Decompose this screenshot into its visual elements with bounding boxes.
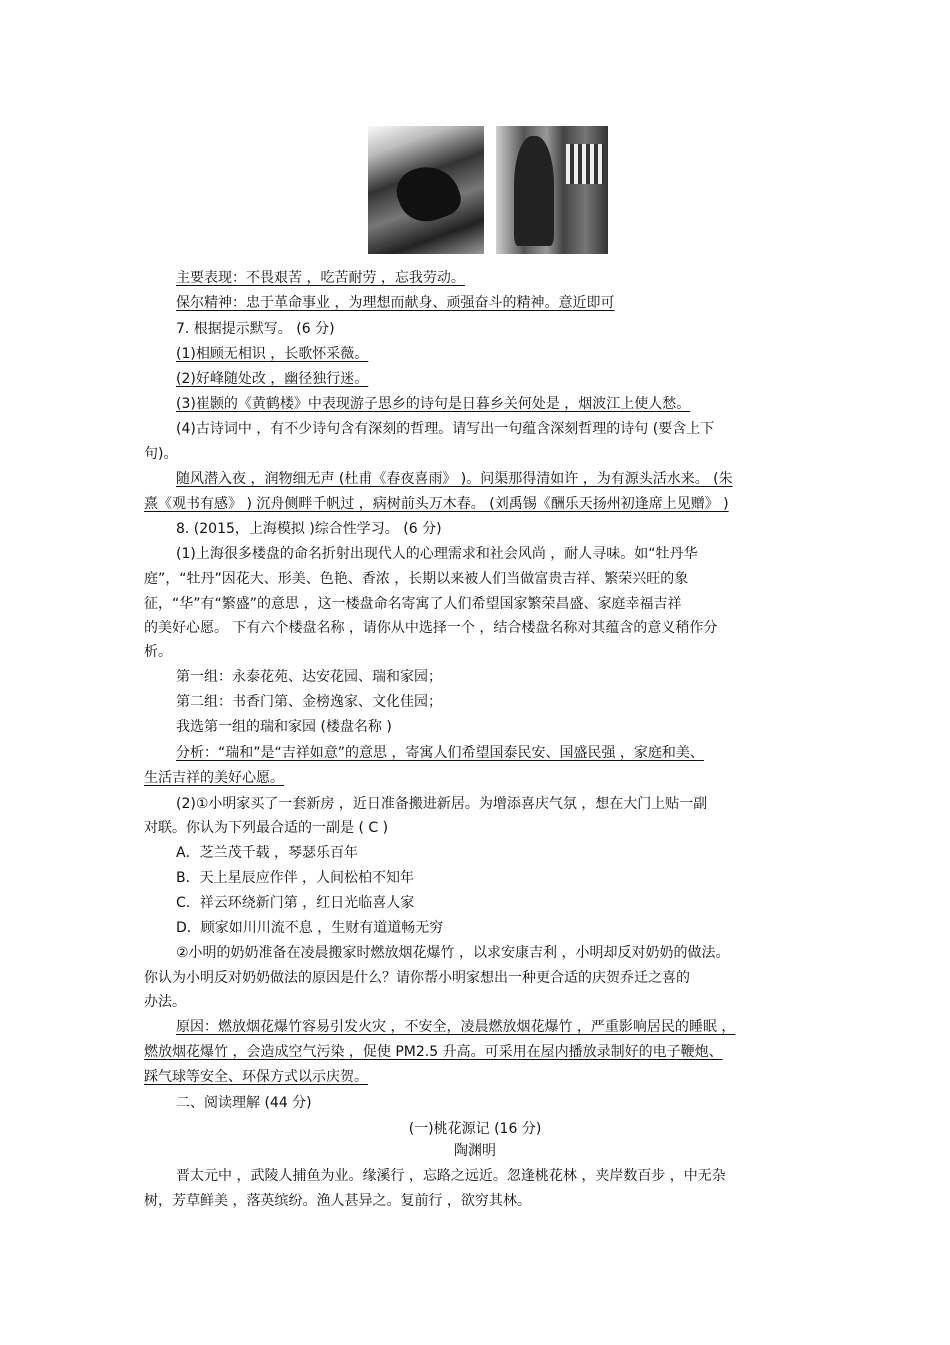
question-heading: 8. (2015，上海模拟 )综合性学习。 (6 分) <box>176 521 442 537</box>
text-line: 的美好心愿。 下有六个楼盘名称 ，请你从中选择一个 ，结合楼盘名称对其蕴含的意义稍作分 <box>144 620 718 636</box>
text-line: 燃放烟花爆竹 ，会造成空气污染 ，促使 PM2.5 升高。可采用在屋内播放录制好的电子鞭炮、 <box>144 1044 723 1060</box>
text-line: (2)好峰随处改 ，幽径独行迷。 <box>176 371 369 387</box>
text-line: 踩气球等安全、环保方式以示庆贺。 <box>144 1069 368 1085</box>
text-line: 分析：“瑞和”是“吉祥如意”的意思 ，寄寓人们希望国泰民安、国盛民强 ，家庭和美、 <box>176 745 704 761</box>
text-line: 对联。你认为下列最合适的一副是 ( C ) <box>144 820 389 836</box>
question-heading: 7. 根据提示默写。 (6 分) <box>176 321 335 337</box>
text-line: 保尔精神：忠于革命事业 ，为理想而献身、顽强奋斗的精神。意近即可 <box>176 295 615 311</box>
text-line: 你认为小明反对奶奶做法的原因是什么？请你帮小明家想出一种更合适的庆贺乔迁之喜的 <box>144 970 690 986</box>
illustration-left <box>368 126 484 254</box>
text-line: 主要表现：不畏艰苦 ，吃苦耐劳 ，忘我劳动。 <box>176 270 465 286</box>
passage-title: (一)桃花源记 (16 分) <box>408 1121 542 1137</box>
text-line: 原因：燃放烟花爆竹容易引发火灾 ，不安全，凌晨燃放烟花爆竹 ，严重影响居民的睡眠 ， <box>176 1019 736 1035</box>
passage-author: 陶渊明 <box>454 1143 496 1159</box>
option-b: B．天上星辰应作伴 ，人间松柏不知年 <box>176 870 415 886</box>
text-line: 随风潜入夜 ，润物细无声 (杜甫《春夜喜雨》 )。问渠那得清如许 ，为有源头活水来。 (朱 <box>176 471 733 487</box>
illustration-right <box>496 126 608 254</box>
option-c: C．祥云环绕新门第 ，红日光临喜人家 <box>176 895 415 911</box>
passage-text: 晋太元中 ，武陵人捕鱼为业。缘溪行 ，忘路之远近。忽逢桃花林 ，夹岸数百步 ，中无杂 <box>176 1168 726 1184</box>
text-line: 办法。 <box>144 994 186 1010</box>
text-line: 第一组：永泰花苑、达安花园、瑞和家园； <box>176 669 442 685</box>
text-line: (4)古诗词中 ，有不少诗句含有深刻的哲理。请写出一句蕴含深刻哲理的诗句 (要含上下 <box>176 421 715 437</box>
text-line: 征，“华”有“繁盛”的意思 ，这一楼盘命名寄寓了人们希望国家繁荣昌盛、家庭幸福吉祥 <box>144 596 682 612</box>
text-line: ②小明的奶奶准备在凌晨搬家时燃放烟花爆竹 ，以求安康吉利 ，小明却反对奶奶的做法。 <box>176 945 730 961</box>
text-line: 生活吉祥的美好心愿。 <box>144 770 284 786</box>
text-line: (1)相顾无相识 ，长歌怀采薇。 <box>176 346 369 362</box>
section-heading: 二、阅读理解 (44 分) <box>176 1095 312 1111</box>
text-line: (2)①小明家买了一套新房 ，近日准备搬进新居。为增添喜庆气氛 ，想在大门上贴一副 <box>176 796 708 812</box>
option-d: D．顾家如川川流不息 ，生财有道道畅无穷 <box>176 920 444 936</box>
text-line: (3)崔颢的《黄鹤楼》中表现游子思乡的诗句是日暮乡关何处是 ，烟波江上使人愁。 <box>176 396 691 412</box>
text-line: 第二组：书香门第、金榜逸家、文化佳园； <box>176 694 442 710</box>
text-line: (1)上海很多楼盘的命名折射出现代人的心理需求和社会风尚 ，耐人寻味。如“牡丹华 <box>176 546 698 562</box>
passage-text: 树，芳草鲜美 ，落英缤纷。渔人甚异之。复前行 ，欲穷其林。 <box>144 1193 531 1209</box>
text-line: 析。 <box>144 644 172 660</box>
text-line: 我选第一组的瑞和家园 (楼盘名称 ) <box>176 719 392 735</box>
text-line: 句)。 <box>144 446 178 462</box>
text-line: 庭”，“牡丹”因花大、形美、色艳、香浓 ，长期以来被人们当做富贵吉祥、繁荣兴旺的象 <box>144 571 689 587</box>
option-a: A．芝兰茂千载 ，琴瑟乐百年 <box>176 845 359 861</box>
illustrations <box>368 126 608 254</box>
text-line: 熹《观书有感》 ) 沉舟侧畔千帆过 ，病树前头万木春。 (刘禹锡《酬乐天扬州初逢席上见赠》 ) <box>144 496 729 512</box>
